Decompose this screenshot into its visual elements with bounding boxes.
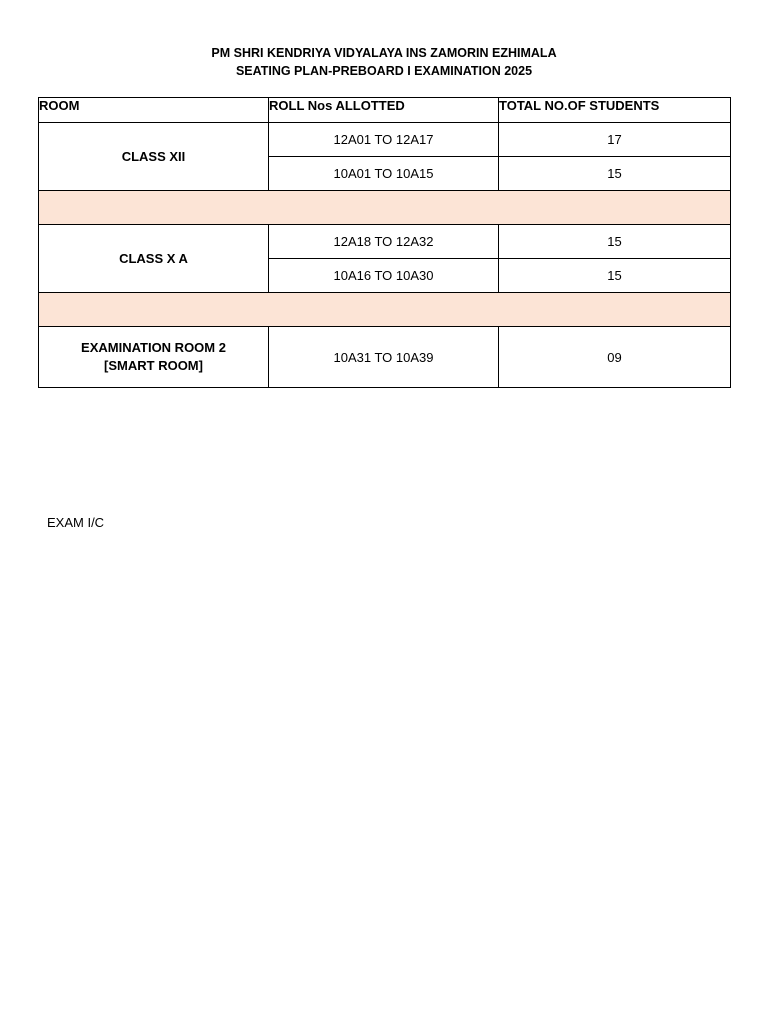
roll-range-cell: 12A18 TO 12A32 [269,225,499,259]
separator-row [39,293,731,327]
separator-row [39,191,731,225]
roll-range-cell: 10A31 TO 10A39 [269,327,499,388]
student-count-cell: 17 [499,123,731,157]
column-header-roll-nos: ROLL Nos ALLOTTED [269,98,499,123]
student-count-cell: 15 [499,259,731,293]
separator-cell [39,293,731,327]
table-row [39,123,731,157]
student-count-cell: 15 [499,225,731,259]
room-name-line: EXAMINATION ROOM 2 [81,340,226,355]
column-header-room: ROOM [39,98,269,123]
column-header-total-students: TOTAL NO.OF STUDENTS [499,98,731,123]
table-row [39,225,731,259]
student-count-cell: 09 [499,327,731,388]
room-cell-examination-room-2 [39,327,269,388]
seating-plan-title: SEATING PLAN-PREBOARD I EXAMINATION 2025 [235,64,533,78]
exam-in-charge-label: EXAM I/C [47,515,105,530]
room-subname-line: [SMART ROOM] [104,358,203,373]
table-header-row [39,98,731,123]
roll-range-cell: 10A16 TO 10A30 [269,259,499,293]
roll-range-cell: 10A01 TO 10A15 [269,157,499,191]
separator-cell [39,191,731,225]
school-name: PM SHRI KENDRIYA VIDYALAYA INS ZAMORIN EZHIMALA [211,46,557,60]
roll-range-cell: 12A01 TO 12A17 [269,123,499,157]
seating-table [38,97,731,388]
room-cell-class-x-a: CLASS X A [39,225,269,293]
student-count-cell: 15 [499,157,731,191]
table-row [39,327,731,388]
room-cell-class-xii: CLASS XII [39,123,269,191]
